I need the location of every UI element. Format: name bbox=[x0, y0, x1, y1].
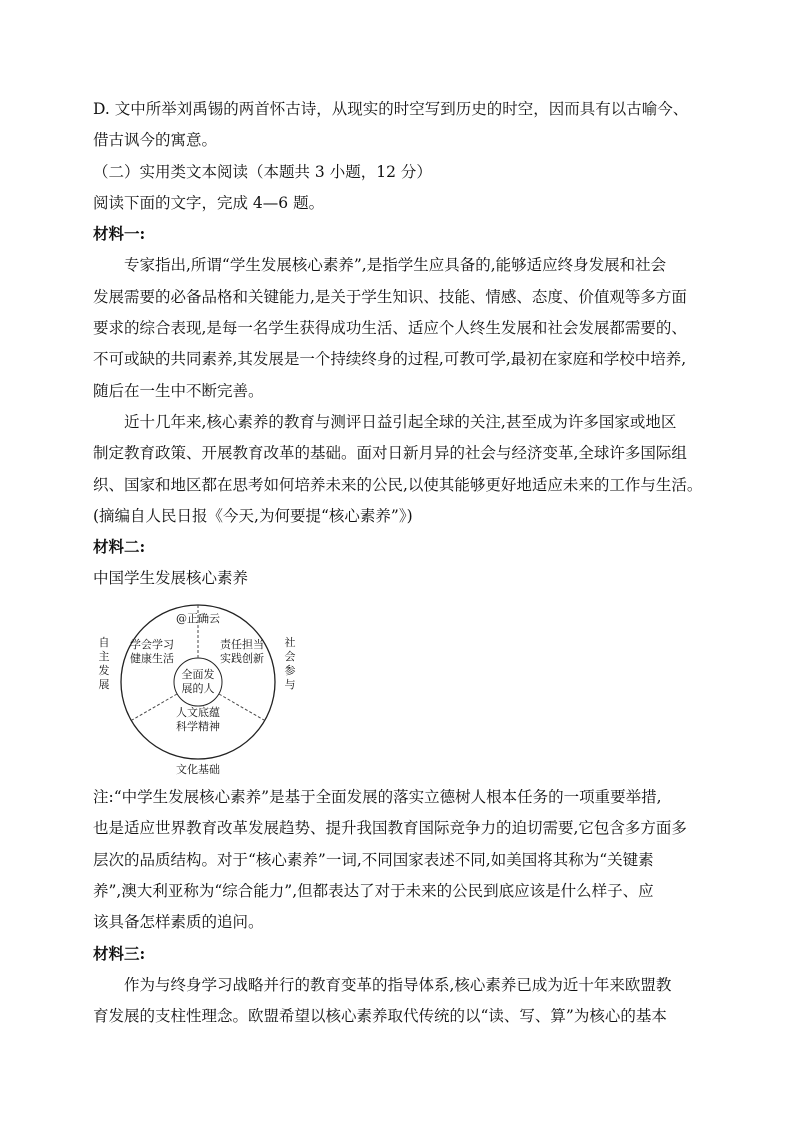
diagram-bottom-line1: 人文底蕴 bbox=[176, 706, 220, 719]
note-line: 养”,澳大利亚称为“综合能力”,但都表达了对于未来的公民到底应该是什么样子、应 bbox=[93, 882, 654, 900]
section-title: （二）实用类文本阅读（本题共 3 小题，12 分） bbox=[93, 163, 432, 181]
material1-para1-line: 不可或缺的共同素养,其发展是一个持续终身的过程,可教可学,最初在家庭和学校中培养, bbox=[93, 350, 687, 368]
material3-para1-line: 育发展的支柱性理念。欧盟希望以核心素养取代传统的以“读、写、算”为核心的基本 bbox=[93, 1007, 667, 1025]
material1-source: (摘编自人民日报《今天,为何要提“核心素养”》) bbox=[93, 507, 413, 525]
diagram-left-side-label: 自 主 发 展 bbox=[98, 636, 110, 691]
material3-para1-line: 作为与终身学习战略并行的教育变革的指导体系,核心素养已成为近十年来欧盟教 bbox=[124, 976, 672, 994]
material1-para1-line: 随后在一生中不断完善。 bbox=[93, 382, 264, 400]
diagram-top-right-line1: 责任担当 bbox=[220, 638, 264, 651]
diagram-bottom-line2: 科学精神 bbox=[176, 720, 220, 733]
option-d-line2: 借古讽今的寓意。 bbox=[93, 131, 218, 149]
diagram-center-line1: 全面发 bbox=[181, 668, 215, 681]
material1-para1-line: 发展需要的必备品格和关键能力,是关于学生知识、技能、情感、态度、价值观等多方面 bbox=[93, 288, 687, 306]
diagram-top-left-line1: 学会学习 bbox=[130, 638, 174, 651]
material2-heading: 材料二: bbox=[93, 537, 146, 556]
option-d-line1: D. 文中所举刘禹锡的两首怀古诗，从现实的时空写到历史的时空，因而具有以古喻今、 bbox=[93, 100, 689, 118]
note-line: 该具备怎样素质的追问。 bbox=[93, 913, 264, 931]
note-line: 注:“中学生发展核心素养”是基于全面发展的落实立德树人根本任务的一项重要举措, bbox=[93, 788, 662, 806]
material1-para2-line: 织、国家和地区都在思考如何培养未来的公民,以使其能够更好地适应未来的工作与生活。 bbox=[93, 476, 703, 494]
material1-para2-line: 近十几年来,核心素养的教育与测评日益引起全球的关注,甚至成为许多国家或地区 bbox=[124, 413, 677, 431]
diagram-center-line2: 展的人 bbox=[181, 682, 215, 695]
material1-heading: 材料一: bbox=[93, 224, 146, 243]
material1-para1-line: 专家指出,所谓“学生发展核心素养”,是指学生应具备的,能够适应终身发展和社会 bbox=[124, 256, 667, 274]
diagram-title: 中国学生发展核心素养 bbox=[93, 569, 249, 587]
material1-para1-line: 要求的综合表现,是每一名学生获得成功生活、适应个人终生发展和社会发展都需要的、 bbox=[93, 319, 687, 337]
material3-heading: 材料三: bbox=[93, 944, 146, 963]
diagram-top-right-line2: 实践创新 bbox=[220, 652, 264, 665]
core-literacy-diagram bbox=[88, 598, 308, 778]
diagram-bottom-label: 文化基础 bbox=[176, 763, 220, 776]
diagram-right-side-label: 社 会 参 与 bbox=[284, 636, 296, 691]
material1-para2-line: 制定教育政策、开展教育改革的基础。面对日新月异的社会与经济变革,全球许多国际组 bbox=[93, 444, 687, 462]
diagram-top-left-line2: 健康生活 bbox=[130, 652, 174, 665]
diagram-watermark: @正确云 bbox=[176, 612, 220, 625]
note-line: 也是适应世界教育改革发展趋势、提升我国教育国际竞争力的迫切需要,它包含多方面多 bbox=[93, 819, 687, 837]
section-instruction: 阅读下面的文字，完成 4—6 题。 bbox=[93, 194, 325, 212]
note-line: 层次的品质结构。对于“核心素养”一词,不同国家表述不同,如美国将其称为“关键素 bbox=[93, 851, 654, 869]
